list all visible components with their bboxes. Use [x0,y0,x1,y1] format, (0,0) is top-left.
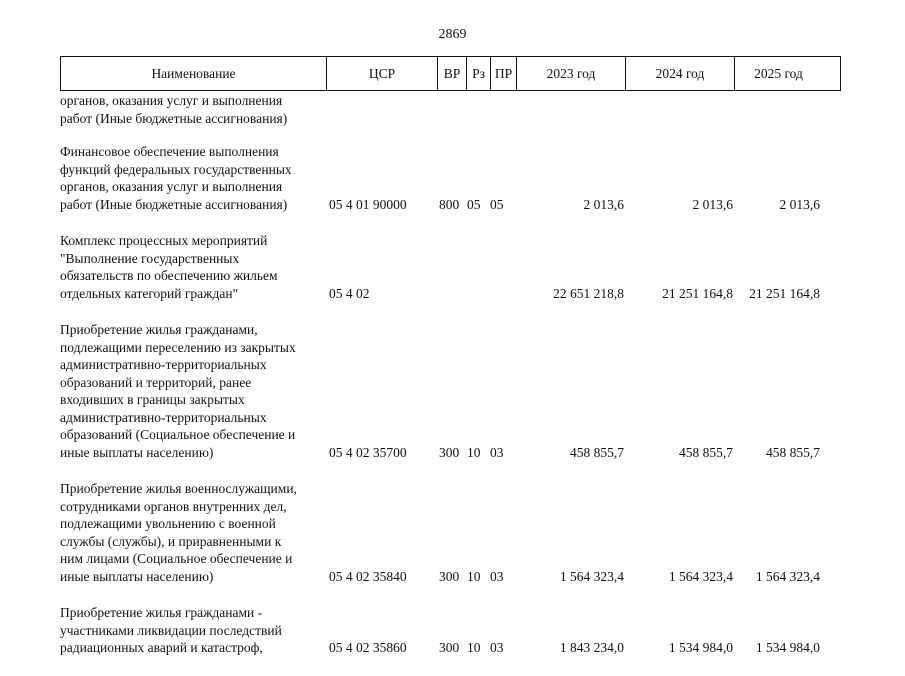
table-row [60,143,841,213]
row-vr: 300 [439,568,460,584]
table-row [60,92,841,127]
row-2024: 458 855,7 [679,444,733,460]
table-row [60,321,841,461]
row-name-line: подлежащими увольнению с военной [60,516,276,531]
row-name [60,480,326,585]
row-pr: 03 [490,640,504,655]
row-2023: 458 855,7 [570,444,624,460]
row-name-line: сотрудниками органов внутренних дел, [60,498,287,514]
row-name-line: образований и территорий, ранее [60,374,252,390]
row-name [60,321,326,461]
row-2024: 1 534 984,0 [668,640,733,655]
row-name-line: Комплекс процессных мероприятий [60,233,268,248]
row-2024: 21 251 164,8 [662,285,733,301]
row-name-line: Приобретение жилья гражданами, [60,322,258,337]
row-name-line: ним лицами (Социальное обеспечение и [60,551,293,566]
header-vr: ВР [438,57,467,90]
table-row [60,604,841,657]
row-2024: 2 013,6 [692,196,733,212]
row-rz: 05 [467,196,481,212]
row-name-line: обязательств по обеспечению жильем [60,268,278,283]
row-vr: 300 [439,640,460,655]
row-name-line: Приобретение жилья гражданами - [60,605,263,620]
row-2024: 1 564 323,4 [668,568,733,584]
header-2025: 2025 год [754,65,803,81]
table-body [60,92,841,676]
row-csr: 05 4 02 35840 [329,568,407,584]
row-name-line: Приобретение жилья военнослужащими, [60,481,297,496]
row-name-line: органов, оказания услуг и выполнения [60,179,283,194]
row-name-line: функций федеральных государственных [60,161,292,177]
row-name-line: работ (Иные бюджетные ассигнования) [60,196,288,212]
row-name-line: подлежащими переселению из закрытых [60,339,296,355]
row-pr: 03 [490,568,504,584]
row-2025: 1 534 984,0 [755,640,820,655]
row-csr: 05 4 02 35700 [329,444,407,460]
header-rz: Рз [467,57,491,90]
row-2025: 2 013,6 [779,196,820,212]
row-2023: 2 013,6 [583,196,624,212]
row-vr: 800 [439,196,460,212]
row-name [60,604,326,657]
header-name: Наименование [61,57,327,90]
row-rz: 10 [467,640,481,655]
row-name-line: Финансовое обеспечение выполнения [60,144,279,159]
row-name-line: входивших в границы закрытых [60,392,245,407]
row-name-line: органов, оказания услуг и выполнения [60,93,283,108]
row-name-line: "Выполнение государственных [60,250,240,266]
row-csr: 05 4 02 35860 [329,640,407,655]
row-name [60,92,326,127]
row-name-line: радиационных аварий и катастроф, [60,640,263,655]
header-2023: 2023 год [517,57,626,90]
header-pr: ПР [491,57,517,90]
row-name-line: службы (службы), и приравненными к [60,533,282,549]
row-name-line: иные выплаты населению) [60,568,214,584]
row-pr: 05 [490,196,504,212]
row-rz: 10 [467,444,481,460]
row-name-line: отдельных категорий граждан" [60,285,239,301]
row-2023: 22 651 218,8 [553,285,624,301]
row-name-line: участниками ликвидации последствий [60,622,282,638]
row-2025: 1 564 323,4 [755,568,820,584]
row-name-line: иные выплаты населению) [60,444,214,460]
header-csr: ЦСР [327,57,438,90]
row-name [60,143,326,213]
table-row [60,480,841,585]
page-number: 2869 [438,27,467,42]
row-name-line: административно-территориальных [60,409,267,425]
row-2025: 21 251 164,8 [749,285,820,301]
row-pr: 03 [490,444,504,460]
row-2023: 1 843 234,0 [559,640,624,655]
row-csr: 05 4 01 90000 [329,196,407,212]
row-2023: 1 564 323,4 [559,568,624,584]
row-name-line: работ (Иные бюджетные ассигнования) [60,110,288,126]
row-vr: 300 [439,444,460,460]
row-csr: 05 4 02 [329,285,370,301]
table-header [60,56,841,91]
header-2024: 2024 год [626,57,735,90]
row-rz: 10 [467,568,481,584]
row-name [60,232,326,302]
row-2025: 458 855,7 [766,444,820,460]
row-name-line: образований (Социальное обеспечение и [60,427,296,442]
table-row [60,232,841,302]
row-name-line: административно-территориальных [60,357,267,372]
